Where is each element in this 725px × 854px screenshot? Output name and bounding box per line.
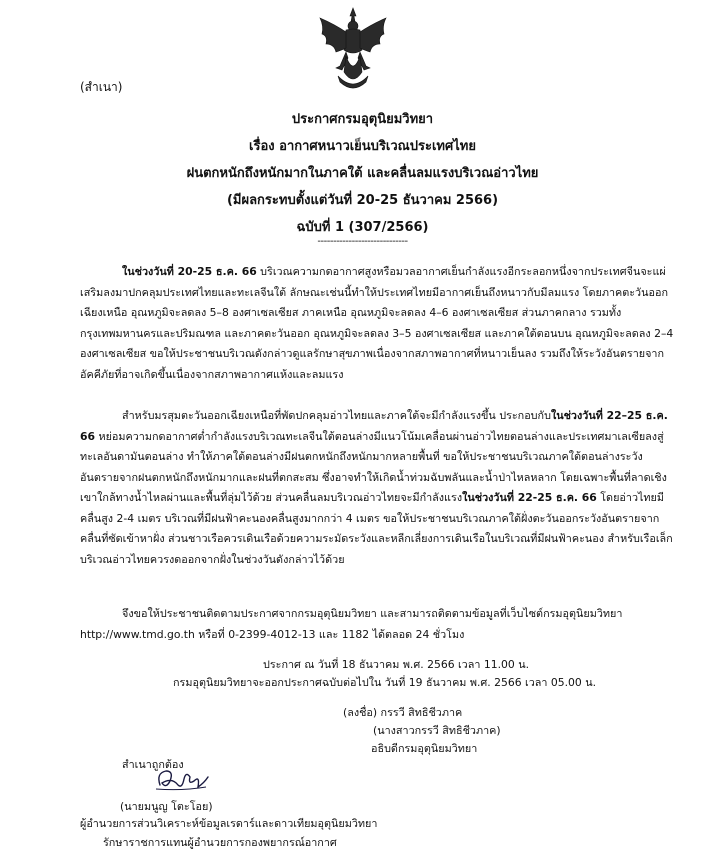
document-title: ประกาศกรมอุตุนิยมวิทยา xyxy=(291,112,434,127)
paragraph-cold-air xyxy=(80,262,680,385)
document-subject: เรื่อง อากาศหนาวเย็นบริเวณประเทศไทย xyxy=(249,139,476,154)
garuda-emblem-icon xyxy=(316,6,390,92)
handwritten-signature-icon xyxy=(152,765,212,793)
certifier-name: (นายมนูญ โตะโอย) xyxy=(120,800,213,813)
signatory-name: (นางสาวกรรวี สิทธิชีวภาค) xyxy=(373,724,501,737)
issue-number: ฉบับที่ 1 (307/2566) xyxy=(296,220,429,235)
paragraph-monsoon-text1: สำหรับมรสุมตะวันออกเฉียงเหนือที่พัดปกคลุมอ่าวไทยและภาคใต้จะมีกำลังแรงขึ้น ประกอบกับ xyxy=(122,409,551,422)
certified-copy-label: สำเนาถูกต้อง xyxy=(122,758,184,771)
signed-line: (ลงชื่อ) กรรวี สิทธิชีวภาค xyxy=(343,706,463,719)
paragraph-contact-text: จึงขอให้ประชาชนติดตามประกาศจากกรมอุตุนิยมวิทยา และสามารถติดตามข้อมูลที่เว็บไซต์กรมอุตุนิยมวิทยา http://www.tmd.go.th หรือที่ 0-2399-4012-13 และ 1182 ได้ตลอด 24 ชั่วโมง xyxy=(80,607,623,641)
paragraph-monsoon-text2: หย่อมความกดอากาศต่ำกำลังแรงบริเวณทะเลจีนใต้ตอนล่างมีแนวโน้มเคลื่อนผ่านอ่าวไทยตอนล่างและประเทศมาเลเซียลงสู่ทะเลอันดามันตอนล่าง ทำให้ภาคใต้ตอนล่างมีฝนตกหนักถึงหนักมากหลายพื้นที่ ขอให้ประชาชนบริเวณภาคใต้ตอนล่างระวังอันตรายจากฝนตกหนักถึงหนักมากและฝนที่ตกสะสม ซึ่งอาจทำให้เกิดน้ำท่วมฉับพลันและน้ำป่าไหลหลาก โดยเฉพาะพื้นที่ลาดเชิงเขาใกล้ทางน้ำไหลผ่านและพื้นที่ลุ่มไว้ด้วย ส่วนคลื่นลมบริเวณอ่าวไทยจะมีกำลังแรง xyxy=(80,429,667,504)
divider: ----------------------------- xyxy=(317,236,408,247)
certifier-title: ผู้อำนวยการส่วนวิเคราะห์ข้อมูลเรดาร์และดาวเทียมอุตุนิยมวิทยา xyxy=(80,817,378,830)
announce-date: ประกาศ ณ วันที่ 18 ธันวาคม พ.ศ. 2566 เวลา 11.00 น. xyxy=(263,658,530,671)
paragraph-cold-air-text: บริเวณความกดอากาศสูงหรือมวลอากาศเย็นกำลังแรงอีกระลอกหนึ่งจากประเทศจีนจะแผ่เสริมลงมาปกคลุมประเทศไทยและทะเลจีนใต้ ลักษณะเช่นนี้ทำให้ประเทศไทยมีอากาศเย็นถึงหนาวกับมีลมแรง โดยภาคตะวันออกเฉียงเหนือ อุณหภูมิจะลดลง 5–8 องศาเซลเซียส ภาคเหนือ อุณหภูมิจะลดลง 4–6 องศาเซลเซียส ส่วนภาคกลาง รวมทั้งกรุงเทพมหานครและปริมณฑล และภาคตะวันออก อุณหภูมิจะลดลง 3–5 องศาเซลเซียส และภาคใต้ตอนบน อุณหภูมิจะลดลง 2–4 องศาเซลเซียส ขอให้ประชาชนบริเวณดังกล่าวดูแลรักษาสุขภาพเนื่องจากสภาพอากาศที่หนาวเย็นลง รวมถึงให้ระวังอันตรายจากอัคคีภัยที่อาจเกิดขึ้นเนื่องจากสภาพอากาศแห้งและลมแรง xyxy=(80,265,674,381)
paragraph-monsoon-dates1: ในช่วงวันที่ 22–25 ธ.ค. 66 xyxy=(80,409,668,443)
paragraph-contact xyxy=(80,604,680,645)
signatory-title: อธิบดีกรมอุตุนิยมวิทยา xyxy=(371,742,478,755)
paragraph-monsoon xyxy=(80,406,680,570)
next-announcement: กรมอุตุนิยมวิทยาจะออกประกาศฉบับต่อไปใน วันที่ 19 ธันวาคม พ.ศ. 2566 เวลา 05.00 น. xyxy=(173,676,597,689)
certifier-acting-title: รักษาราชการแทนผู้อำนวยการกองพยากรณ์อากาศ xyxy=(103,836,337,849)
paragraph-monsoon-dates2: ในช่วงวันที่ 22-25 ธ.ค. 66 xyxy=(462,491,597,504)
paragraph-cold-air-dates: ในช่วงวันที่ 20-25 ธ.ค. 66 xyxy=(122,265,257,278)
document-subject-line2: ฝนตกหนักถึงหนักมากในภาคใต้ และคลื่นลมแรงบริเวณอ่าวไทย xyxy=(186,166,539,181)
copy-mark: (สำเนา) xyxy=(80,80,123,94)
effective-period: (มีผลกระทบตั้งแต่วันที่ 20-25 ธันวาคม 2566) xyxy=(226,193,499,208)
paragraph-monsoon-text3: โดยอ่าวไทยมีคลื่นสูง 2-4 เมตร บริเวณที่มีฝนฟ้าคะนองคลื่นสูงมากกว่า 4 เมตร ขอให้ประชาชนบริเวณภาคใต้ฝั่งตะวันออกระวังอันตรายจากคลื่นที่ซัดเข้าหาฝั่ง ส่วนชาวเรือควรเดินเรือด้วยความระมัดระวังและหลีกเลี่ยงการเดินเรือในบริเวณที่มีฝนฟ้าคะนอง สำหรับเรือเล็กบริเวณอ่าวไทยควรงดออกจากฝั่งในช่วงวันดังกล่าวไว้ด้วย xyxy=(80,491,673,566)
